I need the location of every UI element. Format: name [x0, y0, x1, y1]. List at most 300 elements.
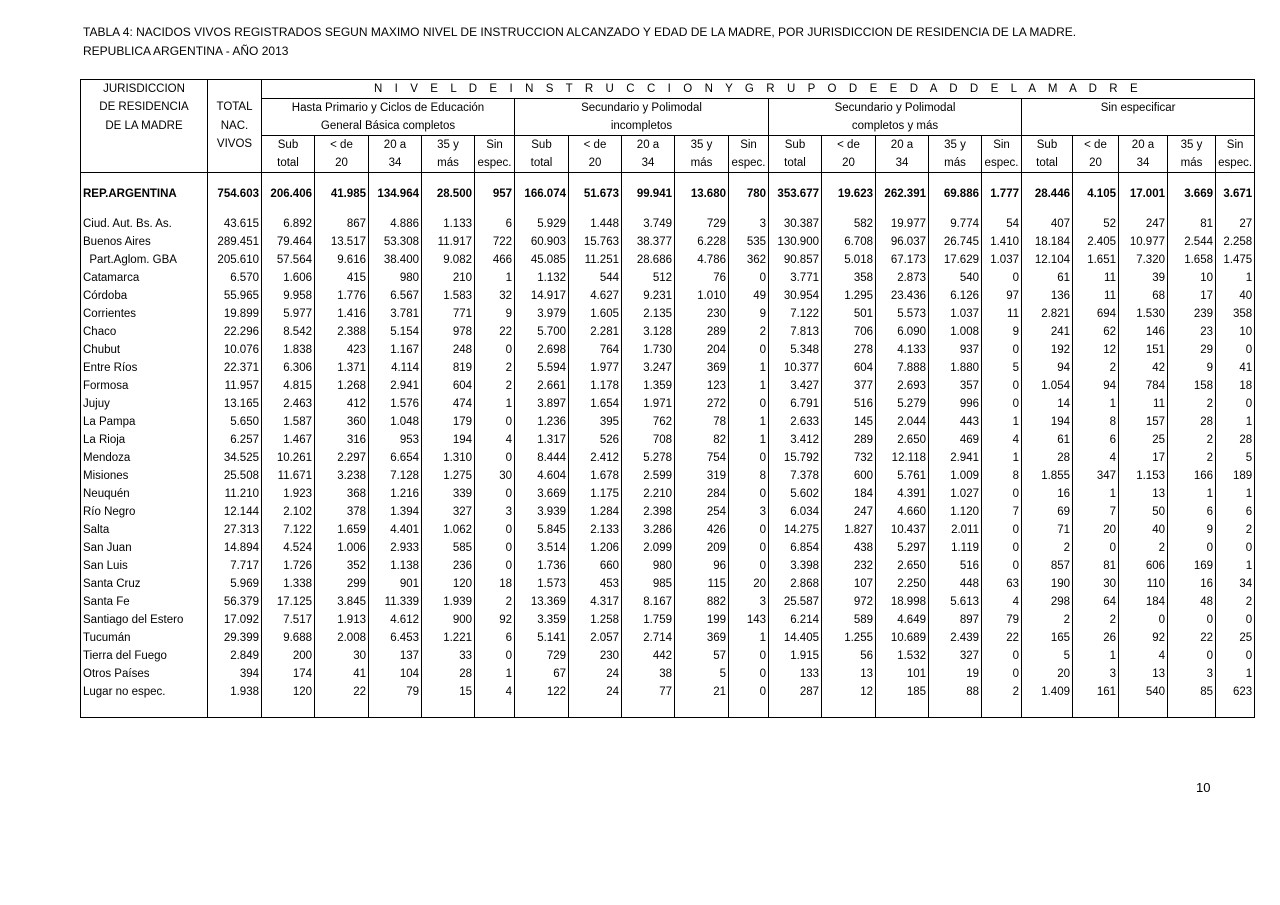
row-value: 857	[1022, 557, 1073, 575]
row-value: 453	[569, 575, 622, 593]
row-value: 6.090	[876, 323, 929, 341]
row-value: 1.587	[262, 413, 315, 431]
row-value: 13.517	[315, 233, 369, 251]
row-value: 28	[422, 665, 475, 683]
row-value: 762	[622, 413, 675, 431]
hdr-jurisdiccion-3: DE LA MADRE	[105, 119, 183, 132]
hdr-jurisdiccion-1: JURISDICCION	[103, 82, 185, 95]
table-row	[81, 305, 1255, 323]
row-jurisdiccion: Neuquén	[83, 487, 130, 500]
row-value: 377	[822, 377, 876, 395]
row-value: 2.941	[929, 449, 982, 467]
row-value: 0	[1216, 539, 1255, 557]
row-value: 6.228	[675, 233, 729, 251]
row-value: 1.133	[422, 215, 475, 233]
row-value: 18.184	[1022, 233, 1073, 251]
row-value: 694	[1073, 305, 1119, 323]
row-value: 13	[822, 665, 876, 683]
row-value: 11.339	[369, 593, 422, 611]
row-jurisdiccion: La Pampa	[83, 415, 136, 428]
row-value: 706	[822, 323, 876, 341]
row-value: 289	[822, 431, 876, 449]
row-value: 1.048	[369, 413, 422, 431]
row-value: 40	[1119, 521, 1168, 539]
row-value: 1	[729, 413, 769, 431]
table-row	[81, 593, 1255, 611]
row-value: 6	[475, 629, 515, 647]
row-value: 11	[1119, 395, 1168, 413]
row-value: 0	[1073, 539, 1119, 557]
subheader-top: < de	[315, 136, 369, 155]
row-value: 17	[1168, 287, 1216, 305]
row-value: 9	[982, 323, 1022, 341]
row-value: 9	[1168, 359, 1216, 377]
subheader-bottom: 34	[876, 154, 929, 173]
row-value: 1.138	[369, 557, 422, 575]
row-value: 17.001	[1119, 185, 1168, 203]
row-value: 9.958	[262, 287, 315, 305]
row-value: 49	[729, 287, 769, 305]
row-value: 204	[675, 341, 729, 359]
row-value: 11.671	[262, 467, 315, 485]
row-value: 39	[1119, 269, 1168, 287]
row-value: 1.295	[822, 287, 876, 305]
row-value: 56.379	[208, 593, 262, 611]
row-value: 722	[475, 233, 515, 251]
row-value: 56	[822, 647, 876, 665]
row-value: 3	[475, 503, 515, 521]
row-jurisdiccion: REP.ARGENTINA	[83, 187, 177, 200]
row-value: 4.649	[876, 611, 929, 629]
table-row	[81, 521, 1255, 539]
row-jurisdiccion: Ciud. Aut. Bs. As.	[83, 217, 172, 230]
row-value: 4	[1073, 449, 1119, 467]
row-value: 448	[929, 575, 982, 593]
row-value: 1.915	[769, 647, 822, 665]
row-value: 88	[929, 683, 982, 701]
row-value: 1	[1168, 485, 1216, 503]
subheader-top: Sub	[515, 136, 569, 155]
row-value: 99.941	[622, 185, 675, 203]
row-value: 3.412	[769, 431, 822, 449]
row-value: 1	[982, 413, 1022, 431]
row-value: 3.939	[515, 503, 569, 521]
row-value: 61	[1022, 431, 1073, 449]
hdr-group-sec-completo-2: completos y más	[769, 117, 1022, 136]
row-value: 978	[422, 323, 475, 341]
row-value: 5	[675, 665, 729, 683]
row-value: 32	[475, 287, 515, 305]
row-value: 1.776	[315, 287, 369, 305]
row-value: 15.792	[769, 449, 822, 467]
row-value: 474	[422, 395, 475, 413]
subheader-bottom: total	[769, 154, 822, 173]
row-value: 3.979	[515, 305, 569, 323]
row-value: 0	[1168, 647, 1216, 665]
row-value: 30	[1073, 575, 1119, 593]
row-value: 96.037	[876, 233, 929, 251]
row-value: 1.448	[569, 215, 622, 233]
row-value: 2	[475, 359, 515, 377]
row-value: 5.141	[515, 629, 569, 647]
row-value: 423	[315, 341, 369, 359]
row-value: 0	[729, 539, 769, 557]
row-value: 7.378	[769, 467, 822, 485]
row-value: 0	[729, 683, 769, 701]
subheader-top: 35 y	[929, 136, 982, 155]
row-value: 1.576	[369, 395, 422, 413]
row-value: 1	[1216, 557, 1255, 575]
row-jurisdiccion: Chubut	[83, 343, 121, 356]
row-value: 1.037	[982, 251, 1022, 269]
row-value: 107	[822, 575, 876, 593]
row-value: 6.126	[929, 287, 982, 305]
row-value: 5.761	[876, 467, 929, 485]
row-value: 10	[1216, 323, 1255, 341]
row-value: 4.660	[876, 503, 929, 521]
page-number: 10	[1196, 780, 1211, 795]
row-value: 54	[982, 215, 1022, 233]
row-value: 64	[1073, 593, 1119, 611]
row-value: 143	[729, 611, 769, 629]
table-row	[81, 575, 1255, 593]
row-value: 6.654	[369, 449, 422, 467]
row-value: 22	[315, 683, 369, 701]
row-value: 239	[1168, 305, 1216, 323]
row-value: 368	[315, 485, 369, 503]
row-value: 0	[729, 395, 769, 413]
row-value: 7	[1073, 503, 1119, 521]
row-value: 5	[1022, 647, 1073, 665]
row-value: 199	[675, 611, 729, 629]
row-value: 1.062	[422, 521, 475, 539]
row-value: 623	[1216, 683, 1255, 701]
row-value: 2.011	[929, 521, 982, 539]
subheader-bottom: 20	[315, 154, 369, 173]
row-value: 0	[1168, 539, 1216, 557]
row-value: 205.610	[208, 251, 262, 269]
row-value: 29.399	[208, 629, 262, 647]
row-value: 7.122	[769, 305, 822, 323]
row-value: 11	[1073, 287, 1119, 305]
row-value: 1.678	[569, 467, 622, 485]
row-value: 2.412	[569, 449, 622, 467]
row-value: 230	[675, 305, 729, 323]
row-value: 0	[475, 413, 515, 431]
row-value: 980	[622, 557, 675, 575]
row-value: 41.985	[315, 185, 369, 203]
row-value: 81	[1073, 557, 1119, 575]
row-value: 2	[1168, 449, 1216, 467]
subheader-top: 35 y	[1168, 136, 1216, 155]
row-value: 96	[675, 557, 729, 575]
row-value: 8.444	[515, 449, 569, 467]
row-value: 16	[1168, 575, 1216, 593]
row-value: 819	[422, 359, 475, 377]
row-jurisdiccion: Misiones	[83, 469, 129, 482]
row-value: 1.654	[569, 395, 622, 413]
row-value: 0	[475, 539, 515, 557]
row-jurisdiccion: Santa Fe	[83, 595, 130, 608]
subheader-bottom: total	[262, 154, 315, 173]
row-value: 6.854	[769, 539, 822, 557]
row-value: 18	[1216, 377, 1255, 395]
row-value: 4.612	[369, 611, 422, 629]
row-value: 10.377	[769, 359, 822, 377]
row-value: 3	[729, 503, 769, 521]
row-value: 1.938	[208, 683, 262, 701]
row-value: 0	[729, 557, 769, 575]
row-value: 1.120	[929, 503, 982, 521]
row-value: 0	[1216, 611, 1255, 629]
row-value: 0	[729, 521, 769, 539]
row-value: 2.698	[515, 341, 569, 359]
row-value: 1.317	[515, 431, 569, 449]
hdr-nivel-instruccion: N I V E L D E I N S T R U C C I O N Y G R U P O D E E D A D D E L A M A D R E	[262, 80, 1255, 99]
row-value: 4.786	[675, 251, 729, 269]
row-value: 3.514	[515, 539, 569, 557]
row-value: 12	[822, 683, 876, 701]
row-value: 2	[1073, 359, 1119, 377]
row-value: 438	[822, 539, 876, 557]
row-value: 20	[729, 575, 769, 593]
row-value: 6.214	[769, 611, 822, 629]
row-value: 8.167	[622, 593, 675, 611]
row-value: 5.594	[515, 359, 569, 377]
row-value: 0	[729, 665, 769, 683]
row-value: 937	[929, 341, 982, 359]
row-jurisdiccion: Tucumán	[83, 631, 131, 644]
row-value: 4.105	[1073, 185, 1119, 203]
row-value: 25	[1216, 629, 1255, 647]
row-value: 1.410	[982, 233, 1022, 251]
row-value: 67	[515, 665, 569, 683]
row-value: 184	[1119, 593, 1168, 611]
row-value: 79	[369, 683, 422, 701]
hdr-total-1: TOTAL	[208, 99, 262, 118]
row-jurisdiccion: Catamarca	[83, 271, 140, 284]
row-value: 10	[1168, 269, 1216, 287]
row-value: 1.216	[369, 485, 422, 503]
row-value: 12	[1073, 341, 1119, 359]
row-value: 157	[1119, 413, 1168, 431]
row-value: 61	[1022, 269, 1073, 287]
row-value: 1.394	[369, 503, 422, 521]
subheader-bottom: 20	[569, 154, 622, 173]
row-value: 996	[929, 395, 982, 413]
row-value: 897	[929, 611, 982, 629]
row-value: 22	[1168, 629, 1216, 647]
row-value: 40	[1216, 287, 1255, 305]
row-value: 189	[1216, 467, 1255, 485]
row-value: 241	[1022, 323, 1073, 341]
row-value: 166.074	[515, 185, 569, 203]
row-value: 79	[982, 611, 1022, 629]
row-value: 2.463	[262, 395, 315, 413]
row-value: 2.044	[876, 413, 929, 431]
row-value: 18.998	[876, 593, 929, 611]
row-value: 278	[822, 341, 876, 359]
row-value: 69.886	[929, 185, 982, 203]
row-value: 24	[569, 665, 622, 683]
row-value: 43.615	[208, 215, 262, 233]
row-value: 729	[675, 215, 729, 233]
row-value: 2.057	[569, 629, 622, 647]
row-value: 120	[262, 683, 315, 701]
row-value: 1	[982, 449, 1022, 467]
row-value: 8	[982, 467, 1022, 485]
subheader-bottom: espec.	[1216, 154, 1255, 173]
row-value: 1	[475, 395, 515, 413]
row-value: 5.297	[876, 539, 929, 557]
row-value: 2	[982, 683, 1022, 701]
row-value: 3.427	[769, 377, 822, 395]
row-value: 48	[1168, 593, 1216, 611]
subheader-bottom: total	[515, 154, 569, 173]
row-jurisdiccion: Mendoza	[83, 451, 131, 464]
row-value: 7.717	[208, 557, 262, 575]
subheader-top: 20 a	[622, 136, 675, 155]
row-value: 14.894	[208, 539, 262, 557]
row-value: 1.132	[515, 269, 569, 287]
row-jurisdiccion: Santa Cruz	[83, 577, 141, 590]
row-value: 10.076	[208, 341, 262, 359]
row-value: 9	[475, 305, 515, 323]
table-subtitle: REPUBLICA ARGENTINA - AÑO 2013	[83, 44, 289, 58]
row-value: 1.855	[1022, 467, 1073, 485]
row-value: 51.673	[569, 185, 622, 203]
subheader-bottom: más	[422, 154, 475, 173]
births-table	[80, 79, 1255, 718]
row-value: 2.099	[622, 539, 675, 557]
row-value: 34.525	[208, 449, 262, 467]
row-value: 10.689	[876, 629, 929, 647]
row-value: 22	[982, 629, 1022, 647]
row-value: 1.037	[929, 305, 982, 323]
row-value: 316	[315, 431, 369, 449]
row-value: 4.391	[876, 485, 929, 503]
row-value: 146	[1119, 323, 1168, 341]
row-value: 0	[729, 341, 769, 359]
row-value: 1	[1073, 485, 1119, 503]
row-value: 10.261	[262, 449, 315, 467]
row-value: 10.977	[1119, 233, 1168, 251]
table-row	[81, 395, 1255, 413]
row-value: 0	[729, 449, 769, 467]
row-value: 900	[422, 611, 475, 629]
row-value: 115	[675, 575, 729, 593]
row-jurisdiccion: Chaco	[83, 325, 117, 338]
row-value: 1.532	[876, 647, 929, 665]
row-value: 6.306	[262, 359, 315, 377]
row-value: 780	[729, 185, 769, 203]
row-value: 38.377	[622, 233, 675, 251]
row-value: 1	[1216, 413, 1255, 431]
row-value: 71	[1022, 521, 1073, 539]
subheader-top: 20 a	[1119, 136, 1168, 155]
row-value: 2.633	[769, 413, 822, 431]
row-value: 1.838	[262, 341, 315, 359]
row-value: 28	[1216, 431, 1255, 449]
row-value: 7.122	[262, 521, 315, 539]
row-value: 21	[675, 683, 729, 701]
hdr-group-sin-especificar-2	[1022, 117, 1255, 136]
row-value: 415	[315, 269, 369, 287]
row-value: 2.650	[876, 431, 929, 449]
table-row	[81, 683, 1255, 701]
row-value: 512	[622, 269, 675, 287]
row-value: 358	[1216, 305, 1255, 323]
row-value: 3.671	[1216, 185, 1255, 203]
row-value: 0	[475, 485, 515, 503]
row-value: 68	[1119, 287, 1168, 305]
row-jurisdiccion: Salta	[83, 523, 110, 536]
row-value: 4.524	[262, 539, 315, 557]
row-value: 1.167	[369, 341, 422, 359]
row-value: 339	[422, 485, 475, 503]
row-value: 5.573	[876, 305, 929, 323]
row-value: 19.623	[822, 185, 876, 203]
row-value: 1	[1216, 269, 1255, 287]
row-value: 26.745	[929, 233, 982, 251]
row-value: 28.500	[422, 185, 475, 203]
row-value: 123	[675, 377, 729, 395]
row-value: 17.629	[929, 251, 982, 269]
row-value: 466	[475, 251, 515, 269]
row-value: 53.308	[369, 233, 422, 251]
row-value: 236	[422, 557, 475, 575]
row-value: 6.708	[822, 233, 876, 251]
row-value: 11	[1073, 269, 1119, 287]
row-value: 200	[262, 647, 315, 665]
hdr-group-sec-incompleto-2: incompletos	[515, 117, 769, 136]
row-value: 60.903	[515, 233, 569, 251]
row-value: 1	[1073, 647, 1119, 665]
row-value: 12.144	[208, 503, 262, 521]
row-value: 22.371	[208, 359, 262, 377]
row-value: 2	[475, 593, 515, 611]
row-value: 94	[1022, 359, 1073, 377]
row-value: 19.899	[208, 305, 262, 323]
row-value: 14.405	[769, 629, 822, 647]
row-value: 1.206	[569, 539, 622, 557]
row-value: 206.406	[262, 185, 315, 203]
row-value: 248	[422, 341, 475, 359]
row-value: 469	[929, 431, 982, 449]
row-value: 120	[422, 575, 475, 593]
row-value: 2.849	[208, 647, 262, 665]
row-value: 20	[1073, 521, 1119, 539]
row-value: 299	[315, 575, 369, 593]
row-value: 17.125	[262, 593, 315, 611]
row-value: 771	[422, 305, 475, 323]
row-value: 137	[369, 647, 422, 665]
row-value: 94	[1073, 377, 1119, 395]
row-value: 6.892	[262, 215, 315, 233]
row-value: 5.977	[262, 305, 315, 323]
row-value: 8.542	[262, 323, 315, 341]
row-value: 1.475	[1216, 251, 1255, 269]
row-value: 28.686	[622, 251, 675, 269]
row-value: 25.508	[208, 467, 262, 485]
row-value: 4.133	[876, 341, 929, 359]
table-row	[81, 413, 1255, 431]
row-value: 0	[475, 647, 515, 665]
row-value: 11.957	[208, 377, 262, 395]
subheader-bottom: 34	[622, 154, 675, 173]
row-value: 1.659	[315, 521, 369, 539]
subheader-bottom: más	[1168, 154, 1216, 173]
